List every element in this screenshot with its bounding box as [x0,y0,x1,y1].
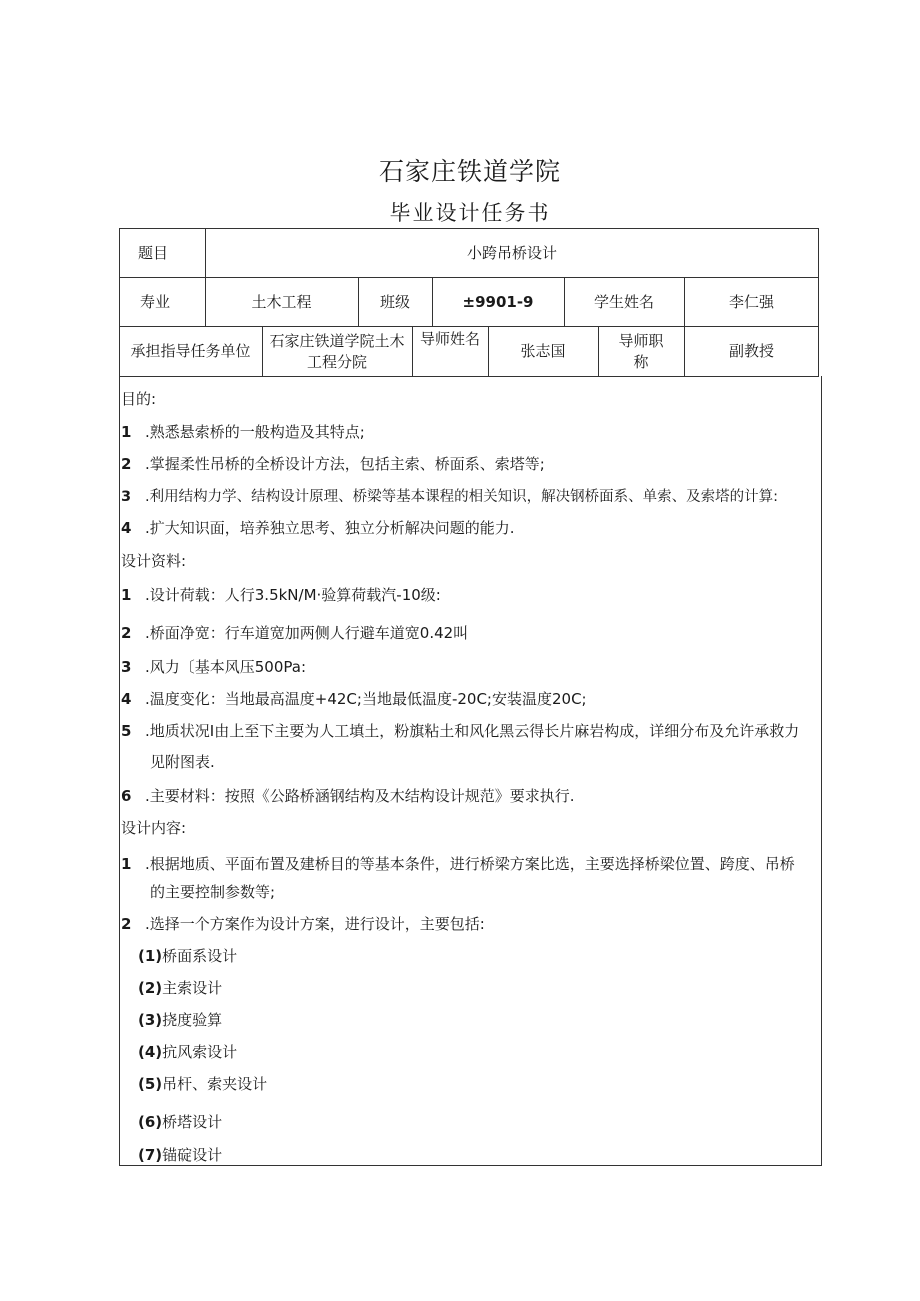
subitem-text: 挠度验算 [162,1011,223,1029]
subitem-number: (3) [138,1011,163,1029]
design-item [121,913,485,934]
advisor-title-value: 副教授 [728,342,774,360]
design-subitem [138,977,222,998]
design-subitem [138,945,237,966]
materials-item [121,622,468,643]
major-label: 寿业 [139,292,170,311]
item-number: 4 [121,519,132,537]
item-text: .主要材料：按照《公路桥涵钢结构及木结构设计规范》要求执行. [145,787,575,805]
item-text: .桥面净宽：行车道宽加两侧人行避车道宽0.42叫 [145,624,469,642]
item-text: .设计荷载：人行3.5kN/M·验算荷载汽-10级: [145,586,441,604]
subitem-number: (7) [138,1146,163,1164]
subitem-text: 桥面系设计 [162,947,238,965]
design-subitem [138,1073,267,1094]
design-subitem [138,1009,222,1030]
materials-item-continuation: 见附图表. [150,753,215,771]
item-text: .掌握柔性吊桥的全桥设计方法，包括主索、桥面系、索塔等; [145,455,545,473]
item-text: .利用结构力学、结构设计原理、桥梁等基本课程的相关知识，解决钢桥面系、单索、及索塔的计算: [145,489,778,505]
materials-heading: 设计资料: [121,552,187,570]
divider [262,326,263,377]
item-number: 4 [121,690,132,708]
subitem-text: 桥塔设计 [162,1113,223,1131]
materials-item [121,584,441,605]
school-title: 石家庄铁道学院 [378,157,561,186]
design-item-continuation: 的主要控制参数等; [150,883,276,901]
purpose-item [121,485,778,506]
student-value: 李仁强 [728,292,774,311]
subitem-text: 抗风索设计 [162,1043,238,1061]
item-number: 2 [121,624,132,642]
item-number: 3 [121,489,132,505]
document-title: 毕业设计任务书 [389,201,551,225]
materials-item [121,656,306,677]
item-number: 1 [121,423,132,441]
item-text: .风力〔基本风压500Pa: [145,658,307,676]
materials-item [121,720,799,741]
subitem-text: 吊杆、索夹设计 [162,1075,268,1093]
subitem-number: (6) [138,1113,163,1131]
subitem-number: (4) [138,1043,163,1061]
item-text: .选择一个方案作为设计方案，进行设计，主要包括: [145,915,485,933]
subitem-number: (1) [138,947,163,965]
item-number: 2 [121,915,132,933]
materials-item [121,785,575,806]
item-number: 3 [121,658,132,676]
purpose-item [121,453,545,474]
divider [598,326,599,377]
item-text: .根据地质、平面布置及建桥目的等基本条件，进行桥梁方案比选，主要选择桥梁位置、跨度、吊桥 [145,855,795,873]
design-subitem [138,1041,237,1062]
subitem-text: 主索设计 [162,979,223,997]
subitem-number: (2) [138,979,163,997]
topic-value: 小跨吊桥设计 [466,243,557,262]
item-number: 6 [121,787,132,805]
advisor-title-label: 导师职称 [618,331,664,371]
design-heading: 设计内容: [121,819,187,837]
design-item [121,853,795,874]
item-number: 5 [121,722,132,740]
purpose-item [121,421,365,442]
item-number: 1 [121,586,132,604]
advisor-value: 张志国 [520,342,566,360]
subitem-number: (5) [138,1075,163,1093]
item-number: 1 [121,855,132,873]
item-text: .扩大知识面，培养独立思考、独立分析解决问题的能力. [145,519,515,537]
purpose-heading: 目的: [121,390,157,408]
subitem-text: 锚碇设计 [162,1146,223,1164]
unit-value: 石家庄铁道学院土木工程分院 [269,331,405,371]
item-text: .温度变化：当地最高温度+42C;当地最低温度-20C;安装温度20C; [145,690,587,708]
unit-label: 承担指导任务单位 [130,342,251,360]
major-value: 土木工程 [251,292,312,311]
materials-item [121,688,587,709]
topic-label: 题目 [137,243,168,262]
item-number: 2 [121,455,132,473]
class-label: 班级 [379,292,410,311]
item-text: .地质状况I由上至下主要为人工填土，粉旗粘土和风化黑云得长片麻岩构成，详细分布及允许承救力 [145,722,800,740]
advisor-label: 导师姓名 [419,329,480,348]
design-subitem [138,1144,222,1165]
purpose-item [121,517,515,538]
class-value: ±9901-9 [462,292,534,311]
design-subitem [138,1111,222,1132]
student-label: 学生姓名 [593,292,654,311]
item-text: .熟悉悬索桥的一般构造及其特点; [145,423,365,441]
